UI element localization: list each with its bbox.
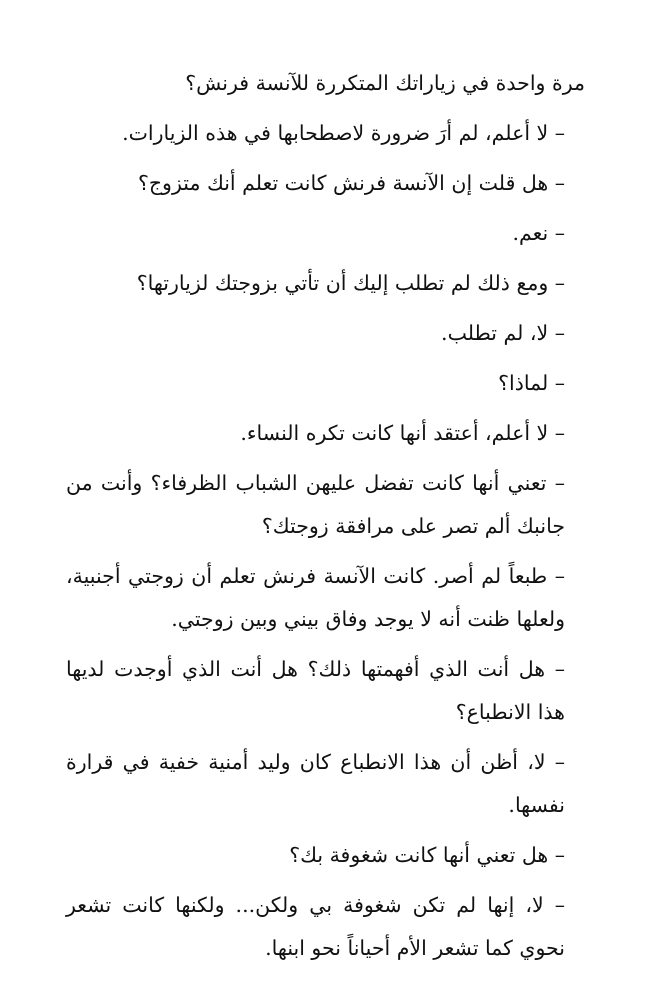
paragraph-dialogue: – نعم. bbox=[512, 221, 565, 245]
paragraph-dialogue: – لا، أظن أن هذا الانطباع كان وليد أمنية خفية في قرارة نفسها. bbox=[66, 750, 565, 817]
paragraph-dialogue: – ومع ذلك لم تطلب إليك أن تأتي بزوجتك لزيارتها؟ bbox=[136, 271, 565, 295]
paragraph-dialogue: – هل أنت الذي أفهمتها ذلك؟ هل أنت الذي أوجدت لديها هذا الانطباع؟ bbox=[66, 657, 565, 724]
paragraph-dialogue: – هل تعني أنها كانت شغوفة بك؟ bbox=[289, 843, 565, 867]
paragraph-dialogue: – لا أعلم، لم أرَ ضرورة لاصطحابها في هذه الزيارات. bbox=[122, 121, 565, 145]
paragraph-dialogue: – لا، إنها لم تكن شغوفة بي ولكن... ولكنها كانت تشعر نحوي كما تشعر الأم أحياناً نحو ابنها. bbox=[66, 893, 565, 960]
paragraph-dialogue: – لا أعلم، أعتقد أنها كانت تكره النساء. bbox=[240, 421, 565, 445]
paragraph-question-continuation: مرة واحدة في زياراتك المتكررة للآنسة فرنش؟ bbox=[185, 71, 585, 95]
paragraph-dialogue: – هل قلت إن الآنسة فرنش كانت تعلم أنك متزوج؟ bbox=[137, 171, 565, 195]
paragraph-dialogue: – طبعاً لم أصر. كانت الآنسة فرنش تعلم أن زوجتي أجنبية، ولعلها ظنت أنه لا يوجد وفاق بيني وبين زوجتي. bbox=[66, 564, 565, 631]
paragraph-dialogue: – لماذا؟ bbox=[498, 371, 565, 395]
paragraph-dialogue: – لا، لم تطلب. bbox=[441, 321, 565, 345]
book-page bbox=[66, 62, 585, 977]
paragraph-dialogue: – تعني أنها كانت تفضل عليهن الشباب الظرفاء؟ وأنت من جانبك ألم تصر على مرافقة زوجتك؟ bbox=[66, 471, 565, 538]
